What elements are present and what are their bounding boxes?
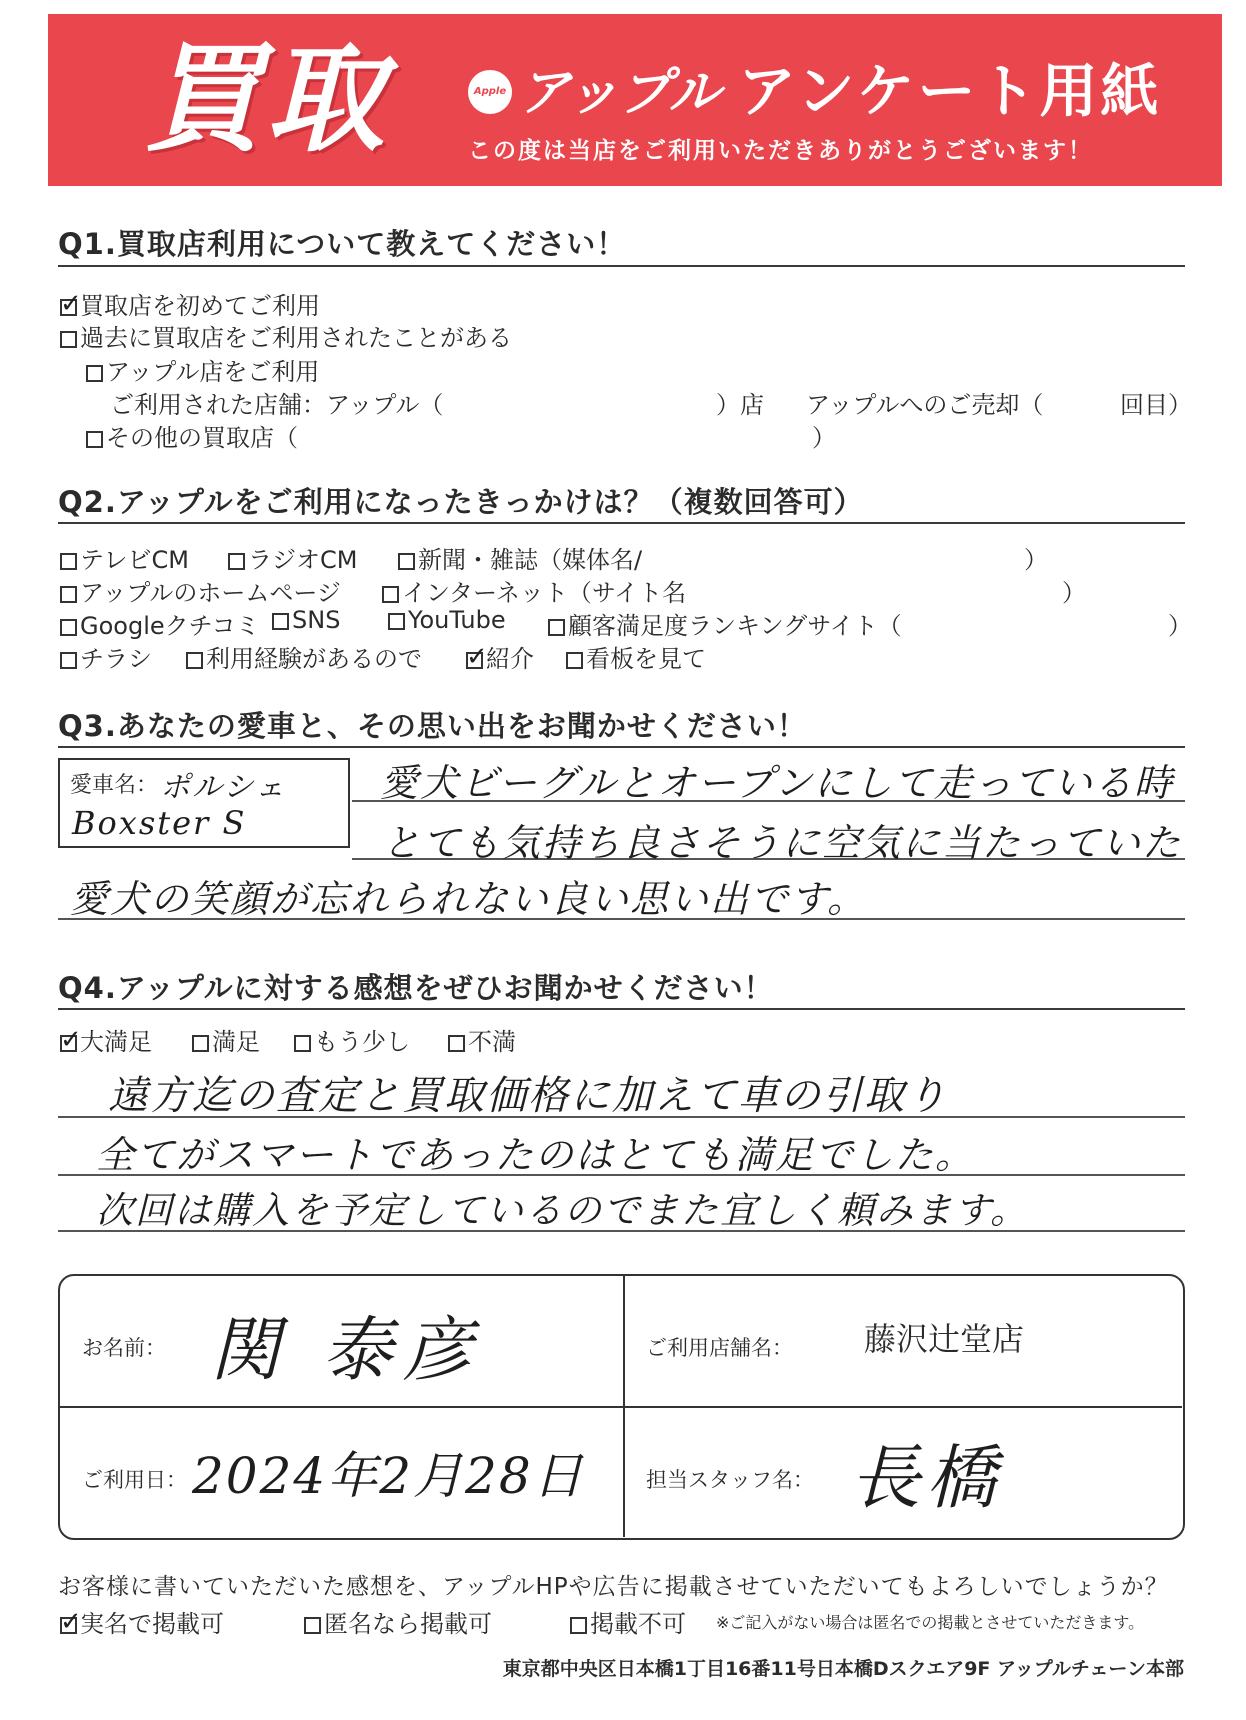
q2-option-experience[interactable]: 利用経験があるので: [186, 639, 422, 674]
q2-option-sns[interactable]: SNS: [272, 606, 340, 634]
checkbox-icon[interactable]: [60, 331, 77, 348]
q2-rule: [58, 522, 1185, 524]
checkbox-icon[interactable]: [304, 1617, 321, 1634]
checkbox-icon[interactable]: [192, 1035, 209, 1052]
q4-option-dissatisfied[interactable]: 不満: [448, 1022, 516, 1057]
car-name-label: 愛車名：: [70, 773, 159, 798]
q1-store-suffix: ）店: [716, 391, 764, 419]
q2-option-newspaper[interactable]: 新聞・雑誌（媒体名/: [398, 540, 642, 575]
store-value: 藤沢辻堂店: [864, 1320, 1025, 1358]
date-label: ご利用日：: [82, 1468, 187, 1492]
q3-answer-line-3: 愛犬の笑顔が忘れられない良い思い出です。: [70, 877, 867, 921]
checkbox-icon[interactable]: [60, 553, 77, 570]
q2-option-internet[interactable]: インターネット（サイト名: [382, 573, 686, 608]
consent-question: お客様に書いていただいた感想を、アップルHPや広告に掲載させていただいてもよろしいでしょうか？: [58, 1574, 1169, 1600]
q4-title: Q4.アップルに対する感想をぜひお聞かせください！: [58, 971, 774, 1005]
q2-option-youtube[interactable]: YouTube: [388, 606, 506, 634]
q2-option-flyer[interactable]: チラシ: [60, 639, 152, 674]
checkbox-icon[interactable]: [294, 1035, 311, 1052]
checkbox-icon[interactable]: [60, 652, 77, 669]
q1-store-used-label: ご利用された店舗：アップル（: [110, 391, 444, 419]
checkbox-icon[interactable]: [60, 586, 77, 603]
q2-newspaper-close-paren: ）: [1024, 546, 1048, 574]
checkbox-icon[interactable]: [388, 613, 405, 630]
q1-option-past-use[interactable]: 過去に買取店をご利用されたことがある: [60, 318, 512, 353]
consent-option-not-allowed[interactable]: 掲載不可: [570, 1604, 686, 1639]
consent-option-real-name[interactable]: ✓実名で掲載可: [60, 1604, 224, 1639]
kaitori-logo: 買取: [144, 30, 389, 168]
q1-title: Q1.買取店利用について教えてください！: [58, 227, 627, 261]
checkbox-icon[interactable]: [186, 652, 203, 669]
q1-rule: [58, 265, 1185, 267]
car-name-box: [58, 758, 350, 848]
q1-option-first-time[interactable]: ✓買取店を初めてご利用: [60, 286, 320, 321]
q4-rule: [58, 1008, 1185, 1010]
q2-option-referral[interactable]: ✓ 紹介: [466, 639, 534, 674]
q1-other-close-paren: ）: [812, 424, 836, 452]
q1-sale-count-suffix: 回目）: [1120, 391, 1192, 419]
checkbox-icon[interactable]: [566, 652, 583, 669]
checkbox-icon[interactable]: [86, 365, 103, 382]
checkbox-icon[interactable]: [548, 619, 565, 636]
q4-answer-line-3: 次回は購入を予定しているのでまた宜しく頼みます。: [96, 1189, 1030, 1232]
customer-info-box: [58, 1274, 1185, 1540]
header-banner: [48, 14, 1222, 186]
q3-rule: [58, 746, 1185, 748]
q3-answer-line-2: とても気持ち良さそうに空気に当たっていた: [382, 821, 1183, 865]
checkbox-checked-icon[interactable]: [60, 1617, 77, 1634]
staff-value: 長橋: [850, 1437, 1002, 1519]
q4-option-somewhat[interactable]: もう少し: [294, 1022, 410, 1057]
checkbox-icon[interactable]: [382, 586, 399, 603]
q2-option-radio[interactable]: ラジオCM: [228, 540, 357, 575]
q4-option-satisfied[interactable]: 満足: [192, 1022, 260, 1057]
consent-note: ※ご記入がない場合は匿名での掲載とさせていただきます。: [716, 1613, 1145, 1632]
checkbox-checked-icon[interactable]: [60, 1035, 77, 1052]
brand-name: アップル: [518, 63, 721, 123]
checkbox-icon[interactable]: [60, 619, 77, 636]
q2-option-google[interactable]: Googleクチコミ: [60, 606, 260, 641]
name-label: お名前：: [82, 1336, 166, 1360]
q2-option-tv[interactable]: テレビCM: [60, 540, 189, 575]
store-label: ご利用店舗名：: [646, 1336, 793, 1360]
date-value: 2024年2月28日: [192, 1447, 585, 1505]
info-divider-horizontal: [60, 1406, 1182, 1408]
footer-address: 東京都中央区日本橋1丁目16番11号日本橋Dスクエア9F アップルチェーン本部: [502, 1658, 1184, 1680]
name-value: 関 泰彦: [210, 1309, 483, 1391]
q2-internet-close-paren: ）: [1062, 579, 1086, 607]
checkbox-icon[interactable]: [228, 553, 245, 570]
q4-option-very-satisfied[interactable]: ✓大満足: [60, 1022, 152, 1057]
q2-ranking-close-paren: ）: [1168, 612, 1192, 640]
thanks-message: この度は当店をご利用いただきありがとうございます！: [468, 138, 1093, 164]
q2-option-ranking[interactable]: 顧客満足度ランキングサイト（: [548, 606, 902, 641]
checkbox-checked-icon[interactable]: [60, 299, 77, 316]
car-model: Boxster S: [72, 804, 247, 842]
q4-answer-line-2: 全てがスマートであったのはとても満足でした。: [96, 1133, 975, 1177]
consent-option-anonymous[interactable]: 匿名なら掲載可: [304, 1604, 492, 1639]
apple-logo-icon: Apple: [468, 70, 512, 114]
checkbox-icon[interactable]: [272, 613, 289, 630]
q1-sale-count-label: アップルへのご売却（: [806, 391, 1044, 419]
q2-title: Q2.アップルをご利用になったきっかけは？（複数回答可）: [58, 485, 864, 519]
q4-answer-line-1: 遠方迄の査定と買取価格に加えて車の引取り: [108, 1073, 948, 1119]
staff-label: 担当スタッフ名：: [646, 1468, 814, 1492]
q2-option-homepage[interactable]: アップルのホームページ: [60, 573, 341, 608]
checkbox-icon[interactable]: [86, 431, 103, 448]
checkbox-icon[interactable]: [448, 1035, 465, 1052]
checkbox-icon[interactable]: [398, 553, 415, 570]
q1-option-apple-store[interactable]: アップル店をご利用: [86, 352, 319, 387]
checkbox-checked-icon[interactable]: [466, 652, 483, 669]
q3-title: Q3.あなたの愛車と、その思い出をお聞かせください！: [58, 709, 807, 743]
car-maker: ポルシェ: [160, 770, 287, 805]
q2-option-signboard[interactable]: 看板を見て: [566, 639, 706, 674]
q1-option-other-store[interactable]: その他の買取店（: [86, 418, 298, 453]
q3-answer-line-1: 愛犬ビーグルとオープンにして走っている時: [380, 761, 1174, 805]
survey-title: アンケート用紙: [738, 57, 1162, 125]
checkbox-icon[interactable]: [570, 1617, 587, 1634]
